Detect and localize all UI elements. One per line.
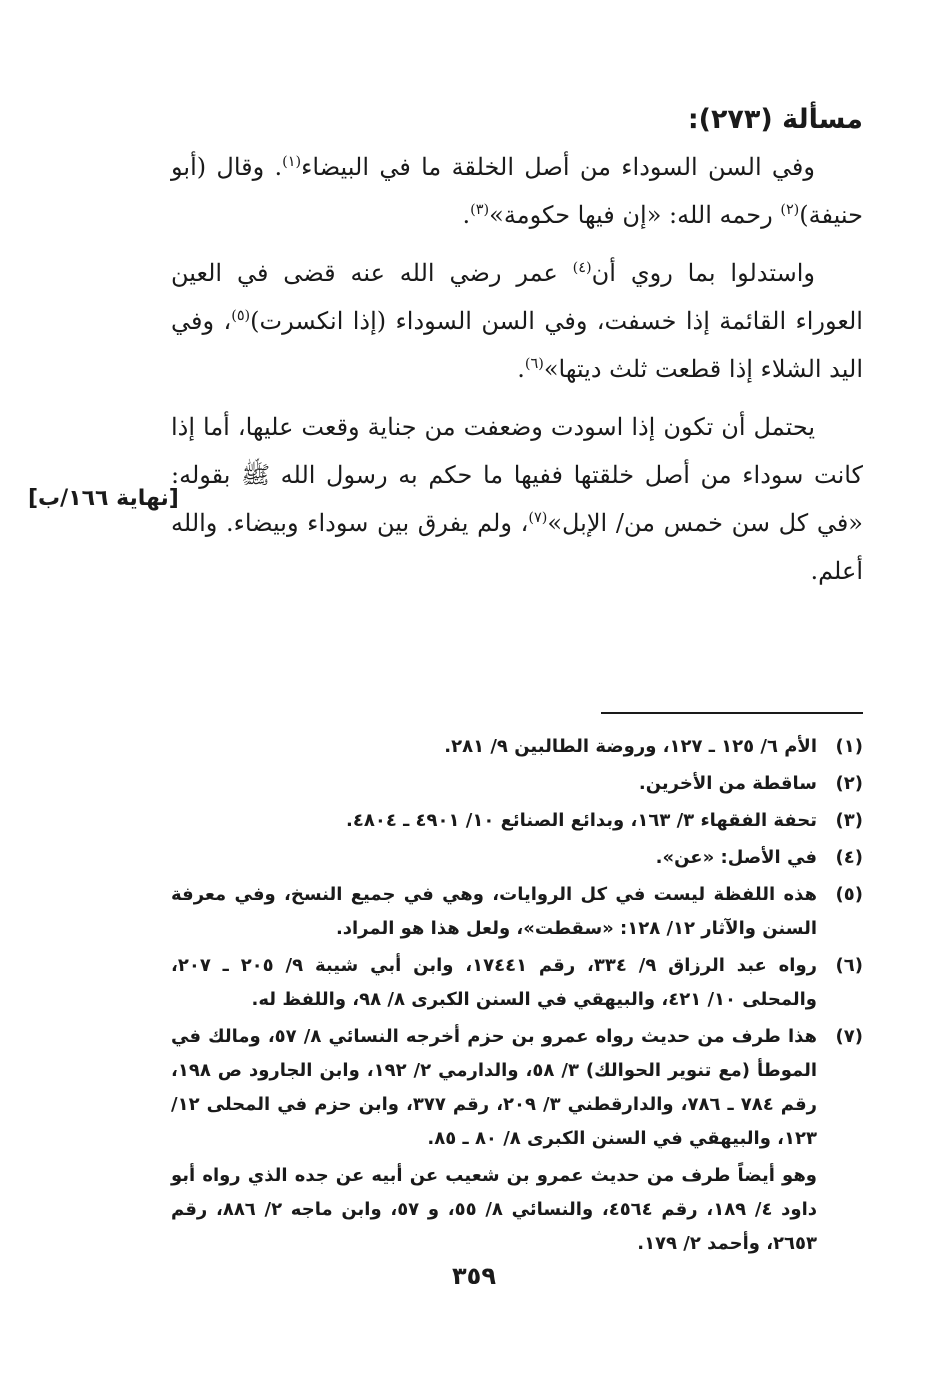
issue-heading: مسألة (٢٧٣): [687, 104, 863, 135]
paragraph-2 [171, 249, 863, 393]
footnote-text: رواه عبد الرزاق ٩/ ٣٣٤، رقم ١٧٤٤١، وابن أبي شيبة ٩/ ٢٠٥ ـ ٢٠٧، والمحلى ١٠/ ٤٢١، والبيهقي في السنن الكبرى ٨/ ٩٨، واللفظ له. [171, 955, 818, 1010]
footnote-ref[interactable]: (٣) [470, 202, 490, 218]
text-run: وفي السن السوداء من أصل الخلقة ما في البيضاء [301, 153, 815, 181]
text-run: يحتمل أن تكون إذا اسودت وضعفت من جناية وقعت عليها، أما إذا كانت سوداء من أصل خلقتها ففيها ما حكم به رسول الله ﷺ بقوله: «في كل سن خمس من/ الإبل» [171, 413, 863, 537]
footnote-continuation: وهو أيضاً طرف من حديث عمرو بن شعيب عن أبيه عن جده الذي رواه أبو داود ٤/ ١٨٩، رقم ٤٥٦٤، والنسائي ٨/ ٥٥، و ٥٧، وابن ماجه ٢/ ٨٨٦، رقم ٢٦٥٣، وأحمد ٢/ ١٧٩. [171, 1165, 818, 1254]
text-run: . [462, 201, 471, 229]
text-run: ، وفي اليد الشلاء إذا قطعت ثلث ديتها» [171, 307, 863, 383]
footnote-item [171, 878, 863, 946]
text-run: عمر رضي الله عنه قضى في العين العوراء القائمة إذا خسفت، وفي السن السوداء (إذا انكسرت) [171, 259, 863, 335]
footnote-ref[interactable]: (٦) [524, 356, 544, 372]
footnote-ref[interactable]: (٤) [572, 260, 592, 276]
footnote-ref[interactable]: (٥) [231, 308, 251, 324]
footnote-number: (٥) [835, 884, 863, 905]
footnote-number: (٧) [835, 1026, 863, 1047]
footnote-ref[interactable]: (٧) [528, 510, 548, 526]
paragraph-3 [171, 403, 863, 595]
page-number: ٣٥٩ [452, 1262, 496, 1290]
text-run: . [517, 355, 525, 383]
footnote-item [171, 767, 863, 801]
footnote-separator [601, 712, 863, 714]
footnote-text: هذه اللفظة ليست في كل الروايات، وهي في جميع النسخ، وفي معرفة السنن والآثار ١٢/ ١٢٨: «سقطت»، ولعل هذا هو المراد. [171, 884, 817, 939]
folio-margin-note: [نهاية ١٦٦/ب] [28, 486, 179, 511]
footnote-text: ساقطة من الأخرين. [638, 773, 817, 794]
footnote-number: (٤) [835, 847, 863, 868]
footnote-text: تحفة الفقهاء ٣/ ١٦٣، وبدائع الصنائع ١٠/ ٤٩٠١ ـ ٤٨٠٤. [346, 810, 817, 831]
footnote-text: في الأصل: «عن». [655, 847, 817, 868]
footnote-ref[interactable]: (٢) [780, 202, 800, 218]
footnote-item [171, 730, 863, 764]
footnote-ref[interactable]: (١) [282, 154, 302, 170]
footnote-number: (٣) [835, 810, 863, 831]
footnote-item [171, 1020, 863, 1156]
footnote-item [171, 949, 863, 1017]
text-run: رحمه الله: «إن فيها حكومة» [489, 201, 781, 229]
text-run: ، ولم يفرق بين سوداء وبيضاء. والله أعلم. [171, 509, 863, 585]
footnotes [171, 730, 863, 1261]
footnote-text: الأم ٦/ ١٢٥ ـ ١٢٧، وروضة الطالبين ٩/ ٢٨١. [444, 736, 817, 757]
footnote-item [171, 841, 863, 875]
footnote-item [171, 804, 863, 838]
footnote-number: (١) [835, 736, 863, 757]
text-run: واستدلوا بما روي أن [591, 259, 815, 287]
text-run: . وقال (أبو حنيفة) [171, 153, 863, 229]
footnote-text: هذا طرف من حديث رواه عمرو بن حزم أخرجه النسائي ٨/ ٥٧، ومالك في الموطأ (مع تنوير الحوالك) ٣/ ٥٨، والدارمي ٢/ ١٩٢، وابن الجارود ص ١٩٨، رقم ٧٨٤ ـ ٧٨٦، والدارقطني ٣/ ٢٠٩، رقم ٣٧٧، وابن حزم في المحلى ١٢/ ١٢٣، والبيهقي في السنن الكبرى ٨/ ٨٠ ـ ٨٥. [171, 1026, 818, 1149]
paragraph-1 [171, 143, 863, 239]
footnote-number: (٢) [835, 773, 863, 794]
main-text [171, 143, 863, 605]
footnote-number: (٦) [835, 955, 863, 976]
